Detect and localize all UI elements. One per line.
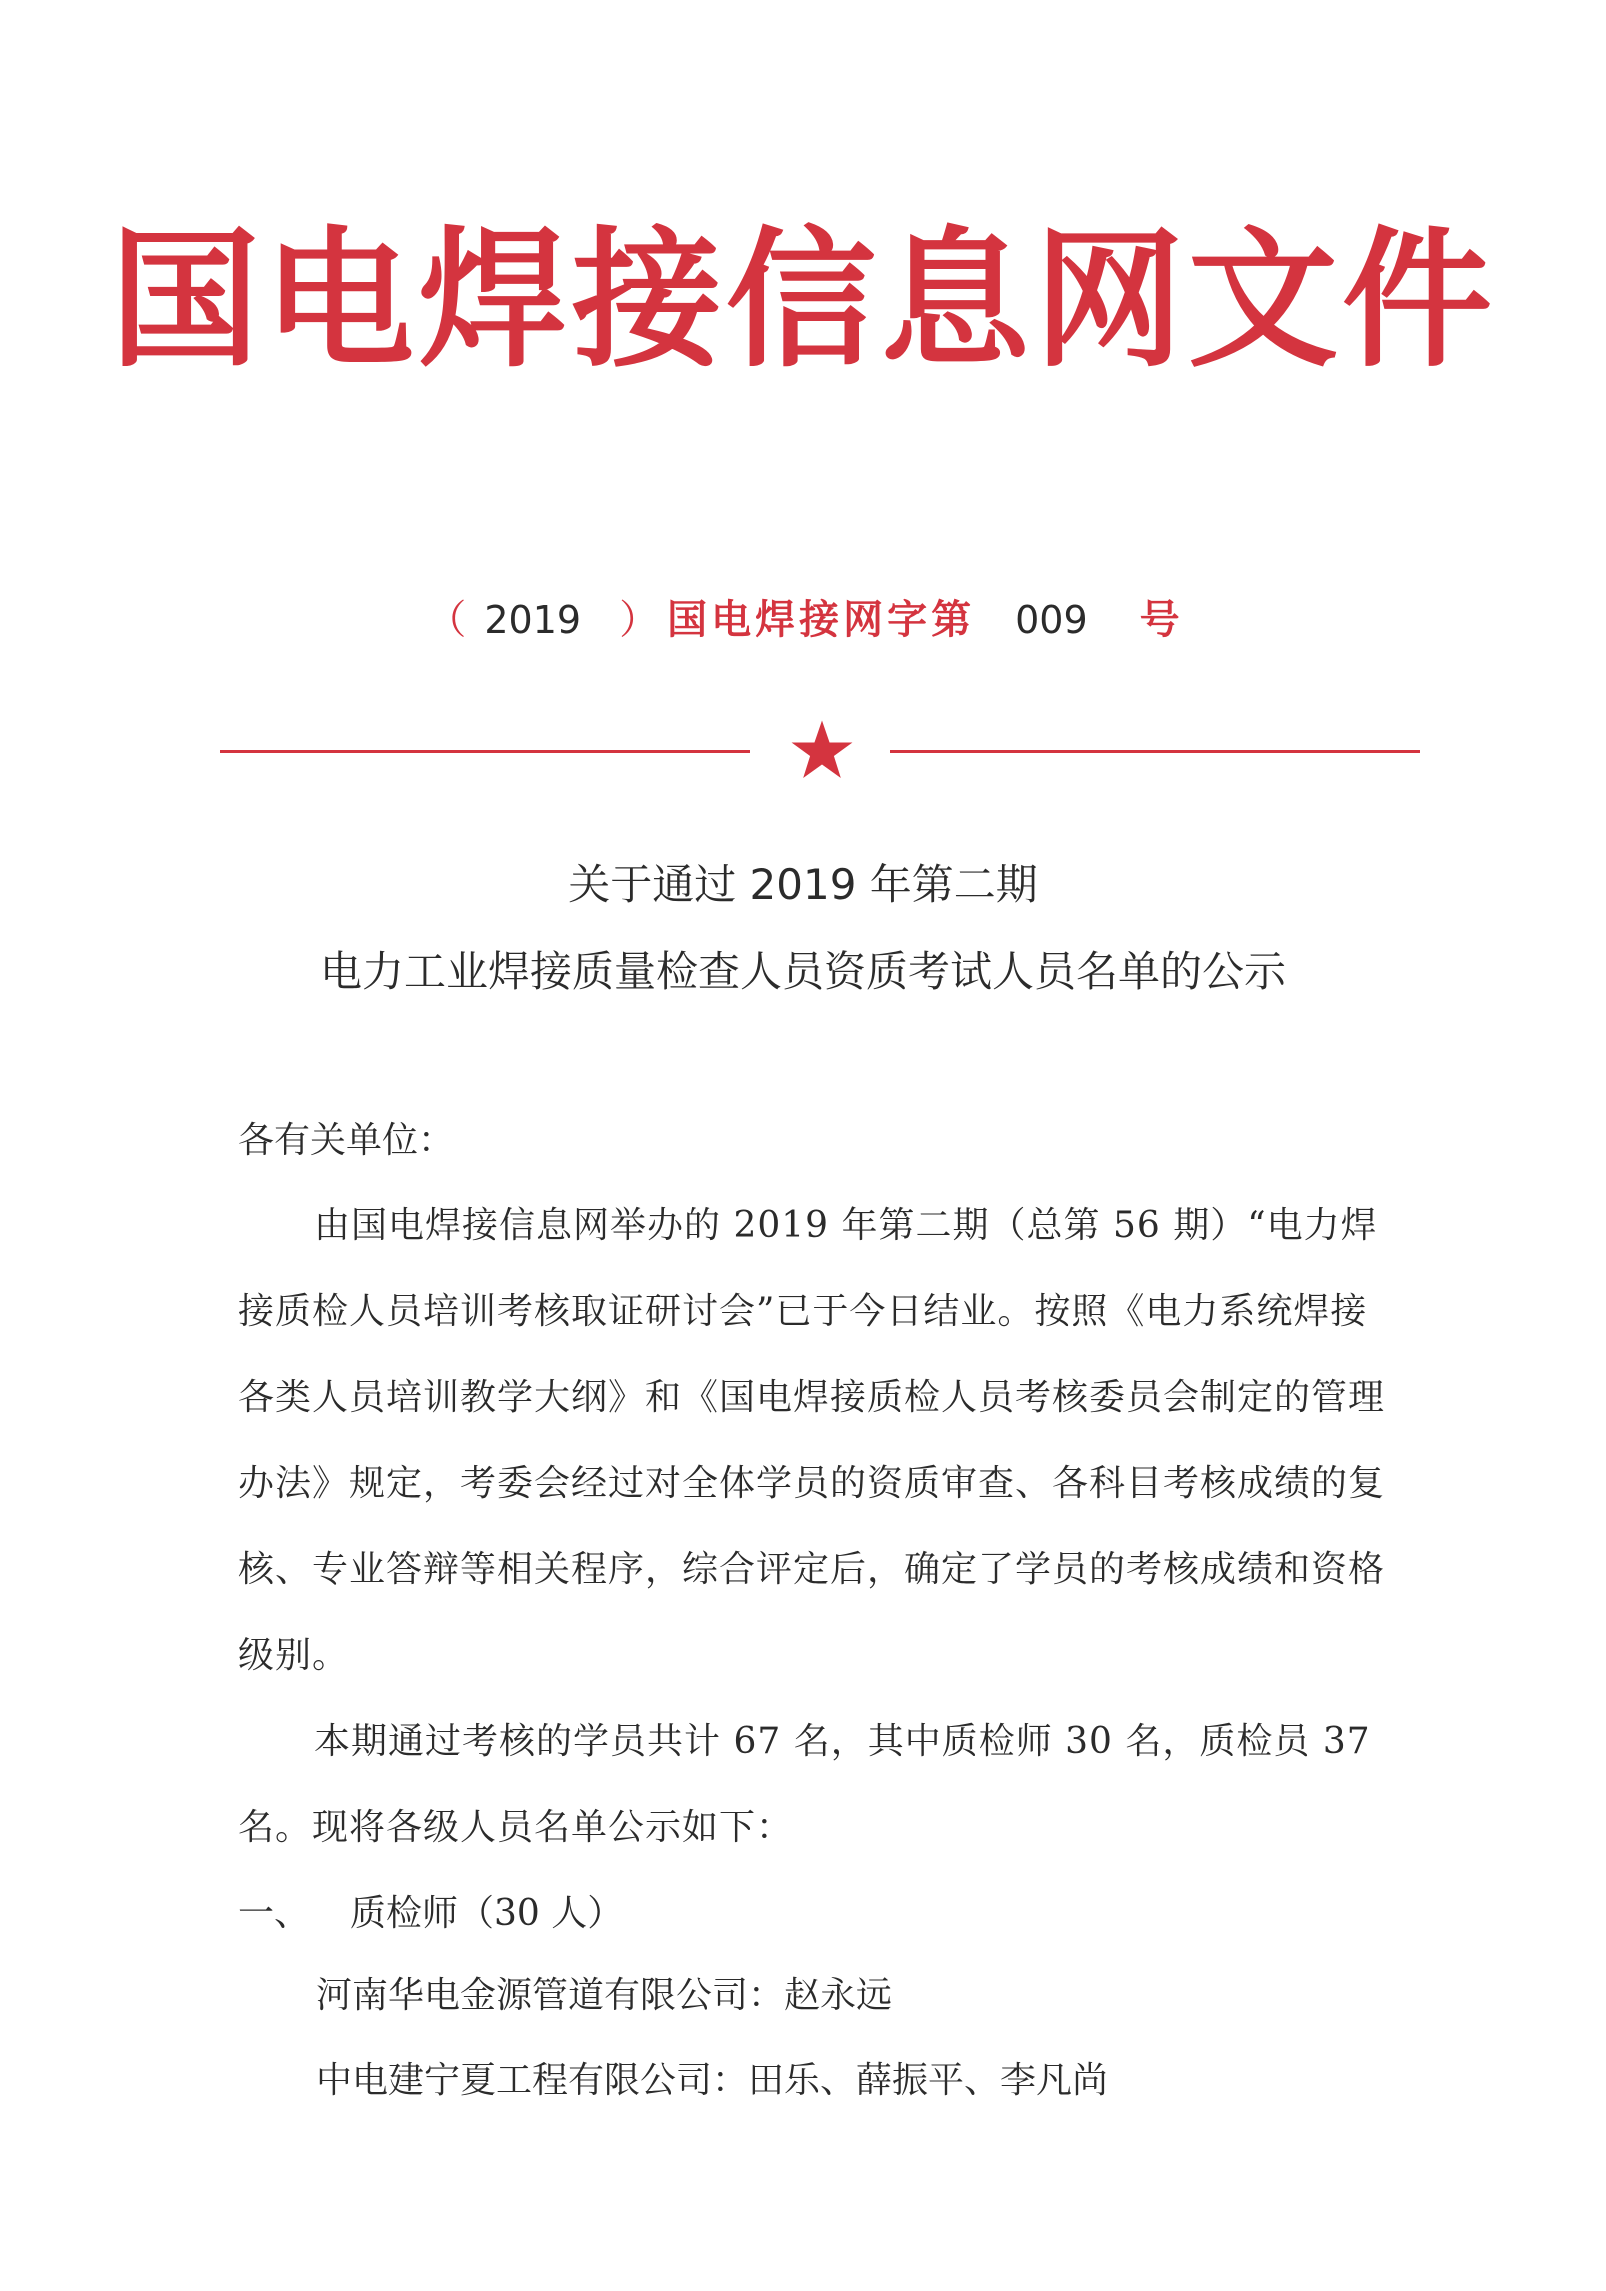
doc-number-year: 2019: [484, 598, 582, 642]
paragraph-1: 由国电焊接信息网举办的 2019 年第二期（总第 56 期）“电力焊接质检人员培训考核取证研讨会”已于今日结业。按照《电力系统焊接各类人员培训教学大纲》和《国电焊接质检人员考核委员会制定的管理办法》规定，考委会经过对全体学员的资质审查、各科目考核成绩的复核、专业答辩等相关程序，综合评定后，确定了学员的考核成绩和资格级别。: [238, 1205, 1386, 1676]
notice-title-line1: 关于通过 2019 年第二期: [568, 860, 1038, 909]
doc-number-paren-open: （: [426, 597, 467, 643]
section-1-heading: [238, 1871, 1398, 1957]
company-line: 中电建宁夏工程有限公司：田乐、薛振平、李凡尚: [316, 2060, 1109, 2101]
star-icon: [790, 718, 854, 782]
doc-number-paren-close: ）: [619, 597, 660, 643]
section-1-index: 一、: [238, 1893, 311, 1934]
doc-number-word: 国电焊接网字第: [667, 597, 976, 643]
document-header-title: 国电焊接信息网文件: [109, 212, 1496, 388]
doc-number-seq: 009: [1015, 598, 1088, 642]
doc-number-hao: 号: [1139, 597, 1180, 643]
header-divider-right: [890, 750, 1420, 753]
company-line: 河南华电金源管道有限公司：赵永远: [316, 1975, 893, 2016]
paragraph-2: 本期通过考核的学员共计 67 名，其中质检师 30 名，质检员 37 名。现将各级人员名单公示如下：: [238, 1721, 1371, 1848]
header-divider-left: [220, 750, 750, 753]
section-1-title: 质检师（30 人）: [350, 1893, 624, 1934]
salutation: 各有关单位：: [238, 1120, 455, 1161]
document-number: [0, 590, 1606, 650]
notice-title-line2: 电力工业焊接质量检查人员资质考试人员名单的公示: [319, 947, 1286, 996]
